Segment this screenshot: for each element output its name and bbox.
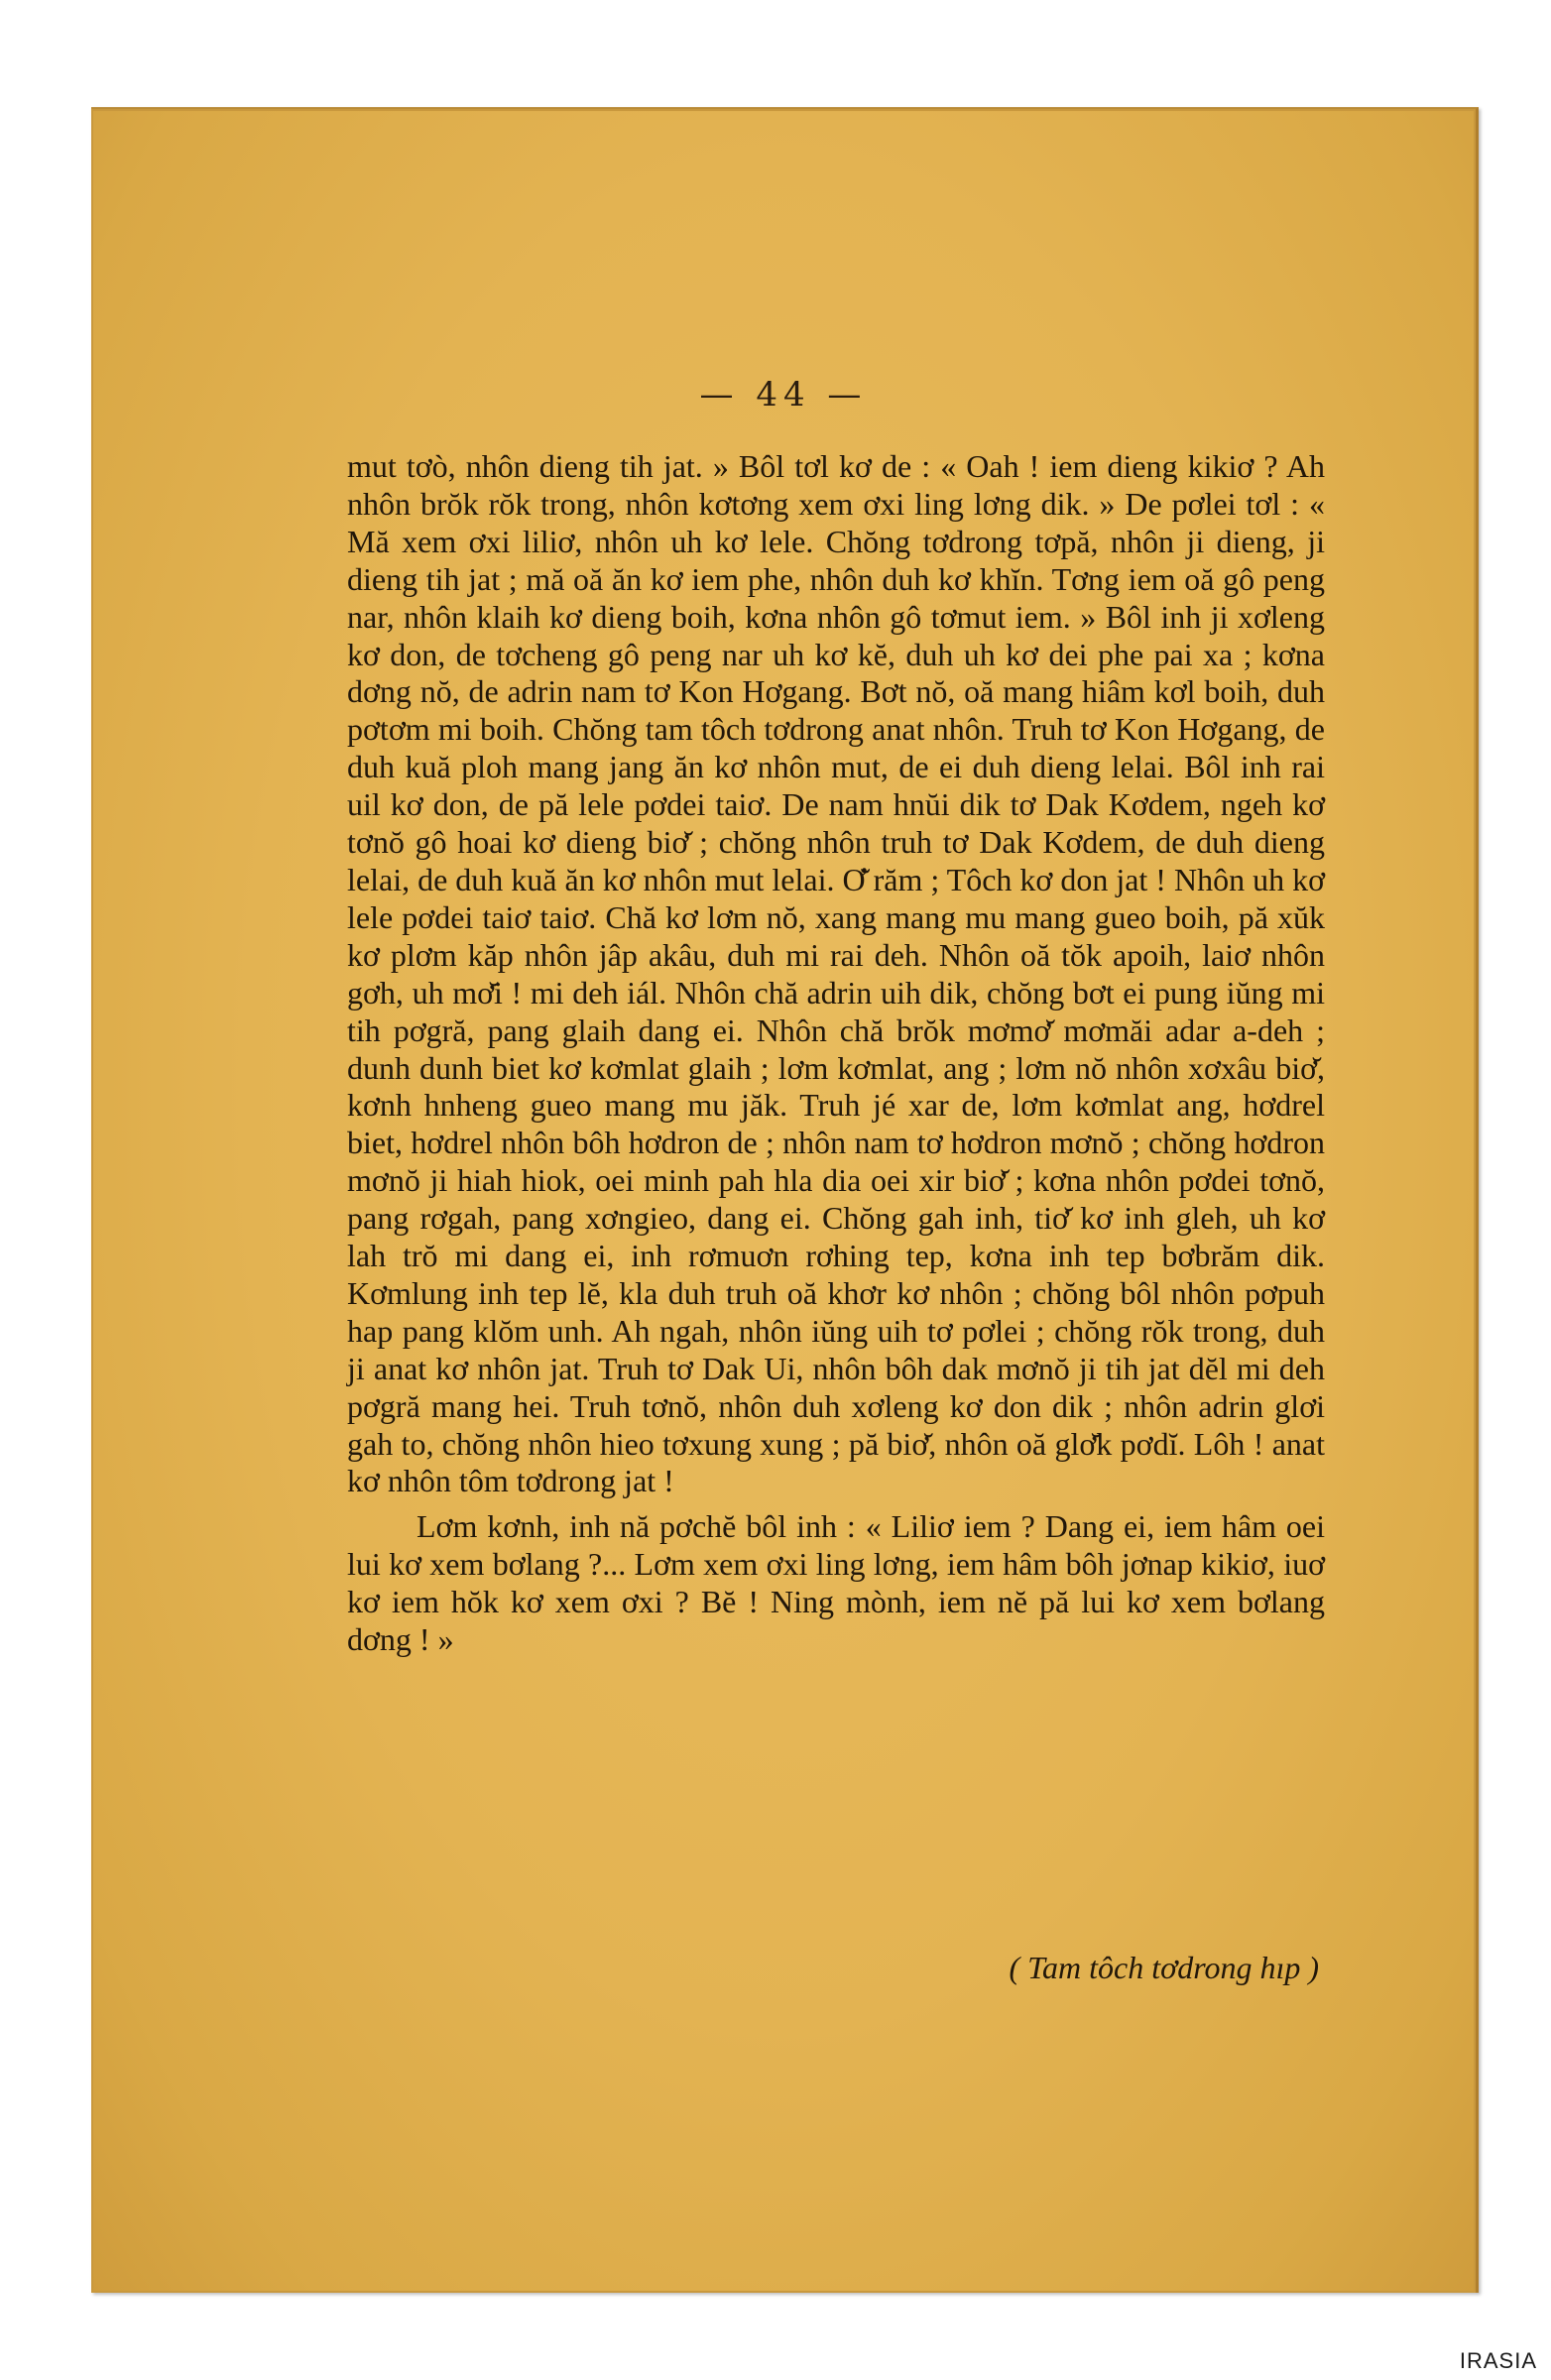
book-page xyxy=(91,107,1479,2293)
body-text xyxy=(347,448,1325,1659)
paragraph-2: Lơm kơnh, inh nă pơchĕ bôl inh : « Liliơ iem ? Dang ei, iem hâm oei lui kơ xem bơlang ?... Lơm xem ơxi ling lơng, iem hâm bôh jơnap kikiơ, iuơ kơ iem hŏk kơ xem ơxi ? Bĕ ! Ning mònh, iem nĕ pă lui kơ xem bơlang dơng ! » xyxy=(347,1508,1325,1658)
closing-note: ( Tam tôch tơdrong hıp ) xyxy=(1009,1950,1319,1985)
page-number: — 44 — xyxy=(699,375,868,415)
paragraph-1: mut tơò, nhôn dieng tih jat. » Bôl tơl kơ de : « Oah ! iem dieng kikiơ ? Ah nhôn brŏk rŏk trong, nhôn kơtơng xem ơxi ling lơng dik. » De pơlei tơl : « Mă xem ơxi liliơ, nhôn uh kơ lele. Chŏng tơdrong tơpă, nhôn ji dieng, ji dieng tih jat ; mă oă ăn kơ iem phe, nhôn duh kơ khĭn. Tơng iem oă gô peng nar, nhôn klaih kơ dieng boih, kơna nhôn gô tơmut iem. » Bôl inh ji xơleng kơ don, de tơcheng gô peng nar uh kơ kĕ, duh uh kơ dei phe pai xa ; kơna dơng nŏ, de adrin nam tơ Kon Hơgang. Bơt nŏ, oă mang hiâm kơl boih, duh pơtơm mi boih. Chŏng tam tôch tơdrong anat nhôn. Truh tơ Kon Hơgang, de duh kuă ploh mang jang ăn kơ nhôn mut, de ei duh dieng lelai. Bôl inh rai uil kơ don, de pă lele pơdei taiơ. De nam hnŭi dik tơ Dak Kơdem, ngeh kơ tơnŏ gô hoai kơ dieng biơ̆ ; chŏng nhôn truh tơ Dak Kơdem, de duh dieng lelai, de duh kuă ăn kơ nhôn mut lelai. Ơ̆ răm ; Tôch kơ don jat ! Nhôn uh kơ lele pơdei taiơ taiơ. Chă kơ lơm nŏ, xang mang mu mang gueo boih, pă xŭk kơ plơm kăp nhôn jâp akâu, duh mi rai deh. Nhôn oă tŏk apoih, laiơ nhôn gơh, uh mơ̆i ! mi deh iál. Nhôn chă adrin uih dik, chŏng bơt ei pung iŭng mi tih pơgră, pang glaih dang ei. Nhôn chă brŏk mơmơ̆ mơmăi adar a-deh ; dunh dunh biet kơ kơmlat glaih ; lơm kơmlat, ang ; lơm nŏ nhôn xơxâu biơ̆, kơnh hnheng gueo mang mu jăk. Truh jé xar de, lơm kơmlat ang, hơdrel biet, hơdrel nhôn bôh hơdron de ; nhôn nam tơ hơdron mơnŏ ; chŏng hơdron mơnŏ ji hiah hiok, oei minh pah hla dia oei xir biơ̆ ; kơna nhôn pơdei tơnŏ, pang rơgah, pang xơngieo, dang ei. Chŏng gah inh, tiơ̆ kơ inh gleh, uh kơ lah trŏ mi dang ei, inh rơmuơn rơhing tep, kơna inh tep bơbrăm dik. Kơmlung inh tep lĕ, kla duh truh oă khơr kơ nhôn ; chŏng bôl nhôn pơpuh hap pang klŏm unh. Ah ngah, nhôn iŭng uih tơ pơlei ; chŏng rŏk trong, duh ji anat kơ nhôn jat. Truh tơ Dak Ui, nhôn bôh dak mơnŏ ji tih jat dĕl mi deh pơgră mang hei. Truh tơnŏ, nhôn duh xơleng kơ don dik ; nhôn adrin glơi gah to, chŏng nhôn hieo tơxung xung ; pă biơ̆, nhôn oă glơ̆k pơdĭ. Lôh ! anat kơ nhôn tôm tơdrong jat ! xyxy=(347,448,1325,1499)
archive-stamp: IRASIA xyxy=(1459,2348,1537,2373)
